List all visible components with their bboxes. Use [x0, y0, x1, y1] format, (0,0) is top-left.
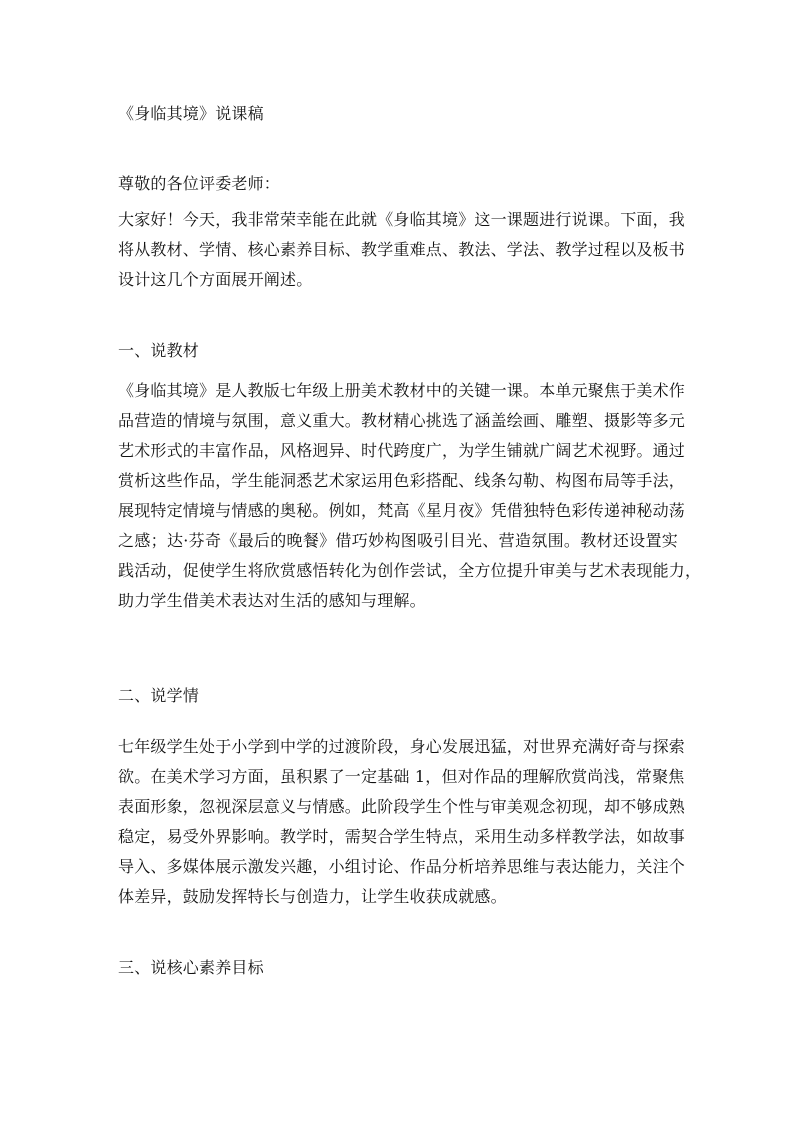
intro-line: 将从教材、学情、核心素养目标、教学重难点、教法、学法、教学过程以及板书 [118, 240, 686, 259]
document-title: 《身临其境》说课稿 [118, 104, 264, 123]
section-1-line: 展现特定情境与情感的奥秘。例如，梵高《星月夜》凭借独特色彩传递神秘动荡 [118, 501, 686, 520]
section-1-line: 助力学生借美术表达对生活的感知与理解。 [118, 591, 426, 610]
intro-line: 大家好！今天，我非常荣幸能在此就《身临其境》这一课题进行说课。下面，我 [118, 210, 686, 229]
section-2-line: 表面形象，忽视深层意义与情感。此阶段学生个性与审美观念初现，却不够成熟 [118, 797, 686, 816]
section-1-line: 品营造的情境与氛围，意义重大。教材精心挑选了涵盖绘画、雕塑、摄影等多元 [118, 411, 686, 430]
section-heading-student-analysis: 二、说学情 [118, 686, 200, 705]
section-1-line: 赏析这些作品，学生能洞悉艺术家运用色彩搭配、线条勾勒、构图布局等手法， [118, 471, 686, 490]
section-1-line: 践活动，促使学生将欣赏感悟转化为创作尝试，全方位提升审美与艺术表现能力， [118, 561, 702, 580]
section-1-line: 之感；达·芬奇《最后的晚餐》借巧妙构图吸引目光、营造氛围。教材还设置实 [118, 531, 678, 550]
section-heading-core-literacy-goals: 三、说核心素养目标 [118, 958, 264, 977]
section-2-line: 稳定，易受外界影响。教学时，需契合学生特点，采用生动多样教学法，如故事 [118, 827, 686, 846]
section-heading-teaching-material: 一、说教材 [118, 341, 200, 360]
section-1-line: 《身临其境》是人教版七年级上册美术教材中的关键一课。本单元聚焦于美术作 [118, 381, 686, 400]
section-2-line: 导入、多媒体展示激发兴趣，小组讨论、作品分析培养思维与表达能力，关注个 [118, 857, 686, 876]
greeting: 尊敬的各位评委老师： [118, 174, 281, 193]
intro-line: 设计这几个方面展开阐述。 [118, 270, 313, 289]
section-1-line: 艺术形式的丰富作品，风格迥异、时代跨度广，为学生铺就广阔艺术视野。通过 [118, 441, 686, 460]
section-2-line: 欲。在美术学习方面，虽积累了一定基础 1，但对作品的理解欣赏尚浅，常聚焦 [118, 767, 685, 786]
section-2-line: 七年级学生处于小学到中学的过渡阶段，身心发展迅猛，对世界充满好奇与探索 [118, 737, 686, 756]
section-2-line: 体差异，鼓励发挥特长与创造力，让学生收获成就感。 [118, 887, 507, 906]
